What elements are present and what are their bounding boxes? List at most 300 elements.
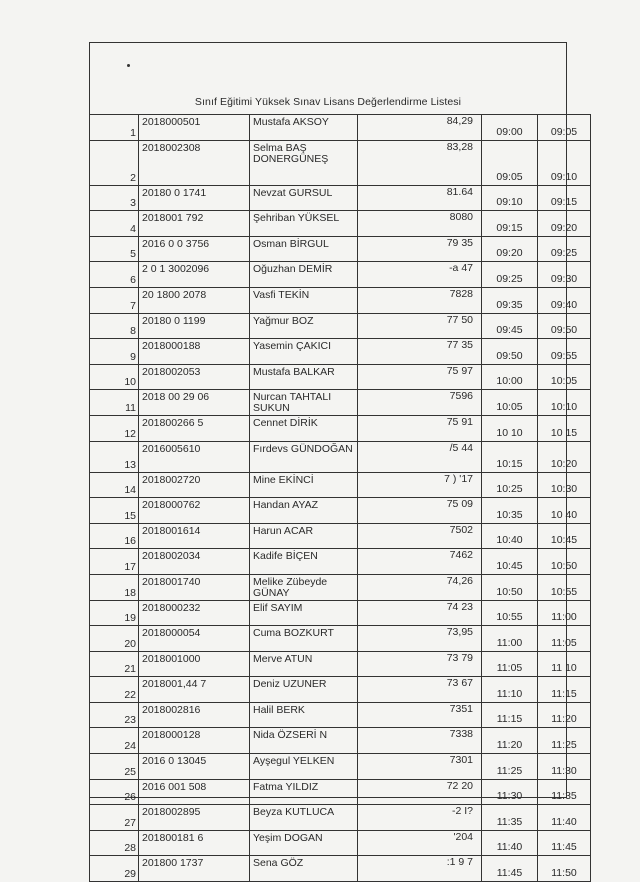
score [358, 856, 482, 882]
row-number-text: 14 [124, 484, 136, 497]
start-time [482, 140, 538, 185]
student-id-text: 2016 0 13045 [142, 755, 207, 768]
end-time-text: 09:25 [550, 247, 578, 260]
end-time-text: 09:55 [550, 349, 578, 362]
table-row [90, 262, 591, 288]
start-time [482, 472, 538, 498]
student-id-text: 2018001614 [142, 524, 201, 537]
end-time-text: 10:20 [550, 457, 578, 470]
end-time-text: 11:00 [551, 611, 577, 624]
start-time-text: 09:50 [496, 349, 523, 362]
table-row [90, 805, 591, 831]
start-time-text: 10 10 [496, 426, 523, 439]
table-row [90, 415, 591, 441]
student-name [250, 728, 358, 754]
table-row [90, 498, 591, 524]
end-time [538, 211, 591, 237]
student-id [139, 441, 250, 472]
row-number [90, 140, 139, 185]
row-number-text: 27 [124, 816, 136, 829]
end-time [538, 626, 591, 652]
row-number [90, 390, 139, 416]
row-number-text: 25 [124, 765, 136, 778]
student-id [139, 472, 250, 498]
end-time-text: 11:45 [551, 841, 577, 854]
score [358, 415, 482, 441]
start-time-text: 09:25 [496, 272, 523, 285]
results-table [89, 114, 591, 882]
score [358, 185, 482, 211]
student-id [139, 140, 250, 185]
start-time-text: 10:00 [496, 375, 523, 388]
end-time [538, 702, 591, 728]
row-number-text: 13 [124, 458, 136, 471]
end-time [538, 728, 591, 754]
start-time [482, 441, 538, 472]
start-time [482, 677, 538, 703]
start-time [482, 390, 538, 416]
end-time [538, 185, 591, 211]
student-id [139, 549, 250, 575]
table-row [90, 728, 591, 754]
student-name-text: Elif SAYIM [253, 601, 303, 614]
start-time-text: 11:05 [496, 662, 523, 675]
student-id [139, 830, 250, 856]
end-time [538, 651, 591, 677]
end-time [538, 472, 591, 498]
end-time [538, 600, 591, 626]
score-text: 75 09 [446, 498, 473, 511]
student-id [139, 339, 250, 365]
student-name [250, 498, 358, 524]
row-number [90, 626, 139, 652]
start-time-text: 10:50 [496, 585, 523, 598]
student-name-text: Yeşim DOGAN [253, 831, 323, 844]
student-name [250, 262, 358, 288]
student-name-text: Kadife BİÇEN [253, 550, 318, 563]
student-name-text: Ayşegul YELKEN [253, 755, 335, 768]
end-time-text: 10 15 [550, 426, 578, 439]
student-id [139, 185, 250, 211]
start-time-text: 11:45 [496, 867, 523, 880]
start-time-text: 11:20 [496, 739, 523, 752]
student-id-text: 2016 001 508 [142, 780, 207, 793]
student-id [139, 728, 250, 754]
row-number [90, 185, 139, 211]
start-time [482, 415, 538, 441]
table-row [90, 441, 591, 472]
score-text: 83,28 [446, 140, 473, 153]
student-name [250, 415, 358, 441]
score-text: 74,26 [446, 574, 473, 587]
student-id-text: 20180 0 1741 [142, 186, 207, 199]
row-number-text: 17 [124, 560, 136, 573]
student-name-text: Oğuzhan DEMİR [253, 263, 333, 276]
score-text: 7301 [449, 754, 473, 767]
student-name-text: Osman BİRGUL [253, 237, 329, 250]
start-time-text: 11:15 [496, 713, 523, 726]
student-name [250, 211, 358, 237]
score [358, 498, 482, 524]
end-time [538, 677, 591, 703]
student-id-text: 2018000054 [142, 627, 201, 640]
table-row [90, 287, 591, 313]
score [358, 472, 482, 498]
student-name-text: Vasfi TEKİN [253, 288, 310, 301]
end-time [538, 115, 591, 141]
student-id [139, 262, 250, 288]
score [358, 441, 482, 472]
table-row [90, 523, 591, 549]
end-time-text: 11:40 [551, 815, 577, 828]
start-time [482, 805, 538, 831]
student-id-text: 2018001740 [142, 575, 201, 588]
score-text: :1 9 7 [446, 856, 473, 869]
end-time-text: 11:30 [551, 764, 577, 777]
student-name [250, 779, 358, 805]
student-id-text: 201800181 6 [142, 831, 204, 844]
table-row [90, 185, 591, 211]
student-id [139, 779, 250, 805]
student-id-text: 2018002053 [142, 365, 201, 378]
end-time-text: 10:10 [550, 400, 578, 413]
score-text: /5 44 [449, 441, 473, 454]
student-id [139, 626, 250, 652]
student-id-text: 20180 0 1199 [142, 314, 206, 327]
start-time-text: 11:25 [496, 764, 523, 777]
end-time [538, 236, 591, 262]
table-row [90, 600, 591, 626]
table-row [90, 856, 591, 882]
start-time-text: 11:30 [496, 790, 523, 803]
row-number-text: 6 [130, 273, 136, 286]
table-row [90, 140, 591, 185]
row-number-text: 10 [124, 376, 136, 389]
student-name-text: Nida ÖZSERİ N [253, 729, 328, 742]
student-name [250, 441, 358, 472]
score-text: 75 91 [446, 415, 473, 428]
score [358, 390, 482, 416]
student-id [139, 415, 250, 441]
row-number-text: 4 [130, 222, 136, 235]
row-number-text: 9 [130, 350, 136, 363]
student-id [139, 115, 250, 141]
score [358, 549, 482, 575]
score-text: 73 79 [446, 651, 473, 664]
table-row [90, 702, 591, 728]
score-text: 8080 [449, 211, 473, 224]
student-name [250, 313, 358, 339]
student-id-text: 2018001000 [142, 652, 201, 665]
student-id-text: 2018002308 [142, 141, 201, 154]
row-number [90, 830, 139, 856]
end-time [538, 779, 591, 805]
score-text: 7462 [449, 549, 473, 562]
start-time [482, 287, 538, 313]
student-name [250, 523, 358, 549]
score [358, 651, 482, 677]
score [358, 115, 482, 141]
end-time-text: 09:50 [550, 324, 578, 337]
end-time-text: 10:30 [550, 483, 578, 496]
end-time-text: 11:20 [551, 713, 577, 726]
start-time [482, 262, 538, 288]
student-id-text: 2018000232 [142, 601, 201, 614]
table-row [90, 574, 591, 600]
row-number-text: 1 [130, 126, 136, 139]
student-id-text: 2018001 792 [142, 212, 204, 225]
student-id-text: 2018001,44 7 [142, 678, 207, 691]
start-time [482, 115, 538, 141]
score [358, 262, 482, 288]
student-name [250, 364, 358, 390]
start-time-text: 09:05 [496, 170, 523, 183]
row-number-text: 24 [124, 740, 136, 753]
score [358, 339, 482, 365]
table-row [90, 390, 591, 416]
start-time [482, 702, 538, 728]
row-number-text: 15 [124, 509, 136, 522]
end-time-text: 11:35 [551, 790, 577, 803]
start-time [482, 856, 538, 882]
student-name [250, 754, 358, 780]
row-number [90, 472, 139, 498]
row-number [90, 677, 139, 703]
student-name-text: Mustafa AKSOY [253, 116, 329, 128]
end-time [538, 498, 591, 524]
start-time-text: 10:15 [496, 457, 523, 470]
student-id [139, 677, 250, 703]
student-name-text: Yasemin ÇAKICI [253, 340, 331, 353]
row-number-text: 8 [130, 325, 136, 338]
end-time-text: 10:05 [550, 375, 578, 388]
student-id [139, 236, 250, 262]
row-number-text: 21 [124, 663, 136, 676]
table-row [90, 339, 591, 365]
row-number [90, 313, 139, 339]
student-id [139, 856, 250, 882]
start-time [482, 574, 538, 600]
row-number [90, 856, 139, 882]
row-number [90, 236, 139, 262]
table-row [90, 211, 591, 237]
student-name-text: Fatma YILDIZ [253, 780, 319, 793]
end-time-text: 10:50 [550, 559, 578, 572]
student-id [139, 364, 250, 390]
student-id-text: 2018002895 [142, 806, 201, 819]
start-time [482, 339, 538, 365]
student-id-text: 2018000762 [142, 499, 201, 512]
student-id [139, 600, 250, 626]
row-number-text: 23 [124, 714, 136, 727]
student-name-text: Yağmur BOZ [253, 314, 314, 327]
score-text: 84,29 [446, 115, 473, 127]
student-id-text: 2 0 1 3002096 [142, 263, 210, 276]
start-time-text: 10:05 [496, 400, 523, 413]
score-text: -a 47 [449, 262, 473, 275]
end-time [538, 287, 591, 313]
score [358, 211, 482, 237]
table-row [90, 236, 591, 262]
row-number [90, 779, 139, 805]
score-text: 7828 [449, 287, 473, 300]
row-number-text: 11 [125, 401, 136, 414]
row-number [90, 415, 139, 441]
row-number [90, 754, 139, 780]
student-name-text: Selma BAŞ DONERGÜNEŞ [253, 141, 329, 165]
end-time-text: 09:20 [550, 221, 578, 234]
start-time [482, 498, 538, 524]
ink-dot [127, 64, 130, 67]
start-time [482, 728, 538, 754]
student-id [139, 754, 250, 780]
student-id-text: 2018 00 29 06 [142, 391, 210, 404]
row-number [90, 211, 139, 237]
score [358, 236, 482, 262]
student-name-text: Merve ATUN [253, 652, 313, 665]
start-time [482, 754, 538, 780]
table-row [90, 651, 591, 677]
student-name [250, 805, 358, 831]
student-id-text: 2018000188 [142, 340, 201, 353]
row-number-text: 18 [124, 586, 136, 599]
table-row [90, 677, 591, 703]
start-time [482, 600, 538, 626]
student-name-text: Beyza KUTLUCA [253, 806, 335, 819]
end-time [538, 523, 591, 549]
score [358, 830, 482, 856]
score [358, 626, 482, 652]
row-number-text: 19 [124, 612, 136, 625]
row-number [90, 364, 139, 390]
start-time [482, 523, 538, 549]
student-name-text: Nevzat GURSUL [253, 186, 333, 199]
score-text: 77 50 [446, 313, 473, 326]
score [358, 677, 482, 703]
row-number [90, 728, 139, 754]
score [358, 805, 482, 831]
row-number-text: 26 [124, 791, 136, 804]
start-time-text: 09:35 [496, 298, 523, 311]
end-time [538, 574, 591, 600]
student-id [139, 651, 250, 677]
score [358, 702, 482, 728]
row-number [90, 805, 139, 831]
start-time [482, 626, 538, 652]
table-row [90, 115, 591, 141]
student-name [250, 600, 358, 626]
row-number-text: 20 [124, 637, 136, 650]
student-name-text: Deniz UZUNER [253, 678, 327, 691]
document-title: Sınıf Eğitimi Yüksek Sınav Lisans Değerlendirme Listesi [194, 96, 462, 108]
row-number [90, 600, 139, 626]
student-name-text: Nurcan TAHTALI SUKUN [253, 391, 332, 415]
student-id [139, 287, 250, 313]
student-id [139, 574, 250, 600]
score-text: 79 35 [446, 236, 473, 249]
end-time-text: 09:10 [550, 170, 578, 183]
start-time-text: 09:10 [496, 196, 523, 209]
student-name-text: Fırdevs GÜNDOĞAN [253, 442, 353, 455]
start-time-text: 09:15 [496, 221, 523, 234]
score-text: 7 ) '17 [444, 472, 473, 485]
student-id-text: 2018000128 [142, 729, 201, 742]
score [358, 364, 482, 390]
student-id [139, 702, 250, 728]
row-number [90, 651, 139, 677]
score [358, 140, 482, 185]
score [358, 600, 482, 626]
student-name [250, 339, 358, 365]
student-name [250, 549, 358, 575]
student-id-text: 201800266 5 [142, 416, 204, 429]
score-text: 77 35 [446, 339, 473, 352]
end-time [538, 339, 591, 365]
student-name [250, 140, 358, 185]
end-time-text: 11:50 [551, 867, 577, 880]
start-time-text: 10:25 [496, 483, 523, 496]
student-id [139, 805, 250, 831]
end-time [538, 313, 591, 339]
score [358, 728, 482, 754]
row-number [90, 702, 139, 728]
start-time [482, 651, 538, 677]
score-text: 7351 [449, 702, 473, 715]
student-name [250, 626, 358, 652]
score [358, 779, 482, 805]
student-name-text: Şehriban YÜKSEL [253, 212, 340, 225]
end-time [538, 441, 591, 472]
table-row [90, 626, 591, 652]
row-number [90, 115, 139, 141]
row-number [90, 339, 139, 365]
student-name-text: Harun ACAR [253, 524, 314, 537]
student-name-text: Handan AYAZ [253, 499, 318, 512]
start-time-text: 09:45 [496, 324, 523, 337]
student-name [250, 574, 358, 600]
start-time-text: 11:10 [496, 687, 523, 700]
student-name-text: Cuma BOZKURT [253, 627, 334, 640]
student-name [250, 856, 358, 882]
row-number [90, 262, 139, 288]
student-name [250, 677, 358, 703]
score-text: 72 20 [446, 779, 473, 792]
table-row [90, 472, 591, 498]
end-time [538, 415, 591, 441]
row-number-text: 3 [130, 197, 136, 210]
row-number-text: 5 [130, 248, 136, 261]
table-row [90, 779, 591, 805]
row-number [90, 498, 139, 524]
student-name [250, 830, 358, 856]
student-name [250, 115, 358, 141]
score-text: 73,95 [446, 626, 473, 639]
student-id-text: 2016 0 0 3756 [142, 237, 210, 250]
student-name-text: Melike Zübeyde GÜNAY [253, 575, 328, 599]
start-time-text: 11:40 [496, 841, 523, 854]
row-number-text: 12 [124, 427, 136, 440]
end-time-text: 10 40 [550, 508, 578, 521]
end-time [538, 549, 591, 575]
end-time-text: 11:05 [551, 636, 577, 649]
student-name [250, 390, 358, 416]
score [358, 313, 482, 339]
score-text: 7596 [449, 390, 473, 403]
score-text: -2 I? [451, 805, 473, 818]
end-time-text: 11 10 [551, 662, 577, 675]
score-text: 75 97 [446, 364, 473, 377]
end-time-text: 10:45 [550, 534, 578, 547]
